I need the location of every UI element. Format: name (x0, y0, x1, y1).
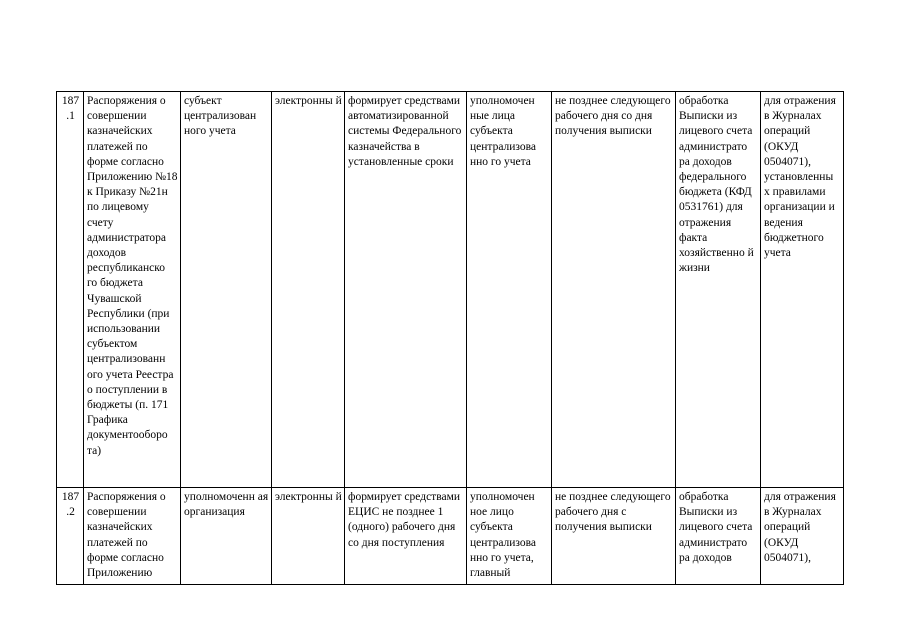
signer-cell (467, 92, 552, 488)
processing: обработка Выписки из лицевого счета администрато ра доходов федерального бюджета (КФД 0531761) для отражения факта хозяйственно й жизни (679, 95, 754, 275)
purpose-cell (761, 488, 844, 585)
processing-cell (676, 488, 761, 585)
responsible-cell (181, 92, 272, 488)
signer: уполномочен ные лица субъекта централизова нно го учета (470, 95, 537, 168)
table-row (57, 92, 844, 488)
document-name: Распоряжения о совершении казначейских платежей по форме согласно Приложению (87, 491, 166, 580)
processing: обработка Выписки из лицевого счета администрато ра доходов (679, 491, 753, 564)
formation-method: формирует средствами автоматизированной системы Федерального казначейства в установленные сроки (348, 95, 462, 168)
responsible-cell (181, 488, 272, 585)
document-name-cell (84, 92, 181, 488)
processing-cell (676, 92, 761, 488)
document-name-cell (84, 488, 181, 585)
purpose: для отражения в Журналах операций (ОКУД 0504071), установленны х правилами организации и ведения бюджетного учета (764, 95, 836, 260)
deadline: не позднее следующего рабочего дня с получения выписки (555, 491, 671, 534)
document-name: Распоряжения о совершении казначейских платежей по форме согласно Приложению №18 к Приказу №21н по лицевому счету администратора доходов республиканско го бюджета Чувашской Республики (при использовании субъектом централизованн ого учета Реестра о поступлении в бюджеты (п. 171 Графика документооборо та) (87, 95, 178, 457)
format-cell (272, 92, 345, 488)
table-row (57, 488, 844, 585)
responsible-party: уполномоченн ая организация (184, 491, 269, 519)
document-format: электронны й (275, 95, 342, 107)
formation-method: формирует средствами ЕЦИС не позднее 1 (одного) рабочего дня со дня поступления (348, 491, 461, 549)
document-format: электронны й (275, 491, 342, 503)
purpose: для отражения в Журналах операций (ОКУД 0504071), (764, 491, 836, 564)
signer-cell (467, 488, 552, 585)
row-number: 187 .2 (61, 491, 80, 519)
deadline-cell (552, 488, 676, 585)
signer: уполномочен ное лицо субъекта централизова нно го учета, главный (470, 491, 537, 580)
row-number-cell (57, 92, 84, 488)
formation-cell (345, 488, 467, 585)
format-cell (272, 488, 345, 585)
purpose-cell (761, 92, 844, 488)
responsible-party: субъект централизован ного учета (184, 95, 257, 138)
row-number-cell (57, 488, 84, 585)
formation-cell (345, 92, 467, 488)
deadline: не позднее следующего рабочего дня со дня получения выписки (555, 95, 671, 138)
row-number: 187 .1 (61, 95, 80, 123)
document-table (56, 91, 844, 585)
deadline-cell (552, 92, 676, 488)
